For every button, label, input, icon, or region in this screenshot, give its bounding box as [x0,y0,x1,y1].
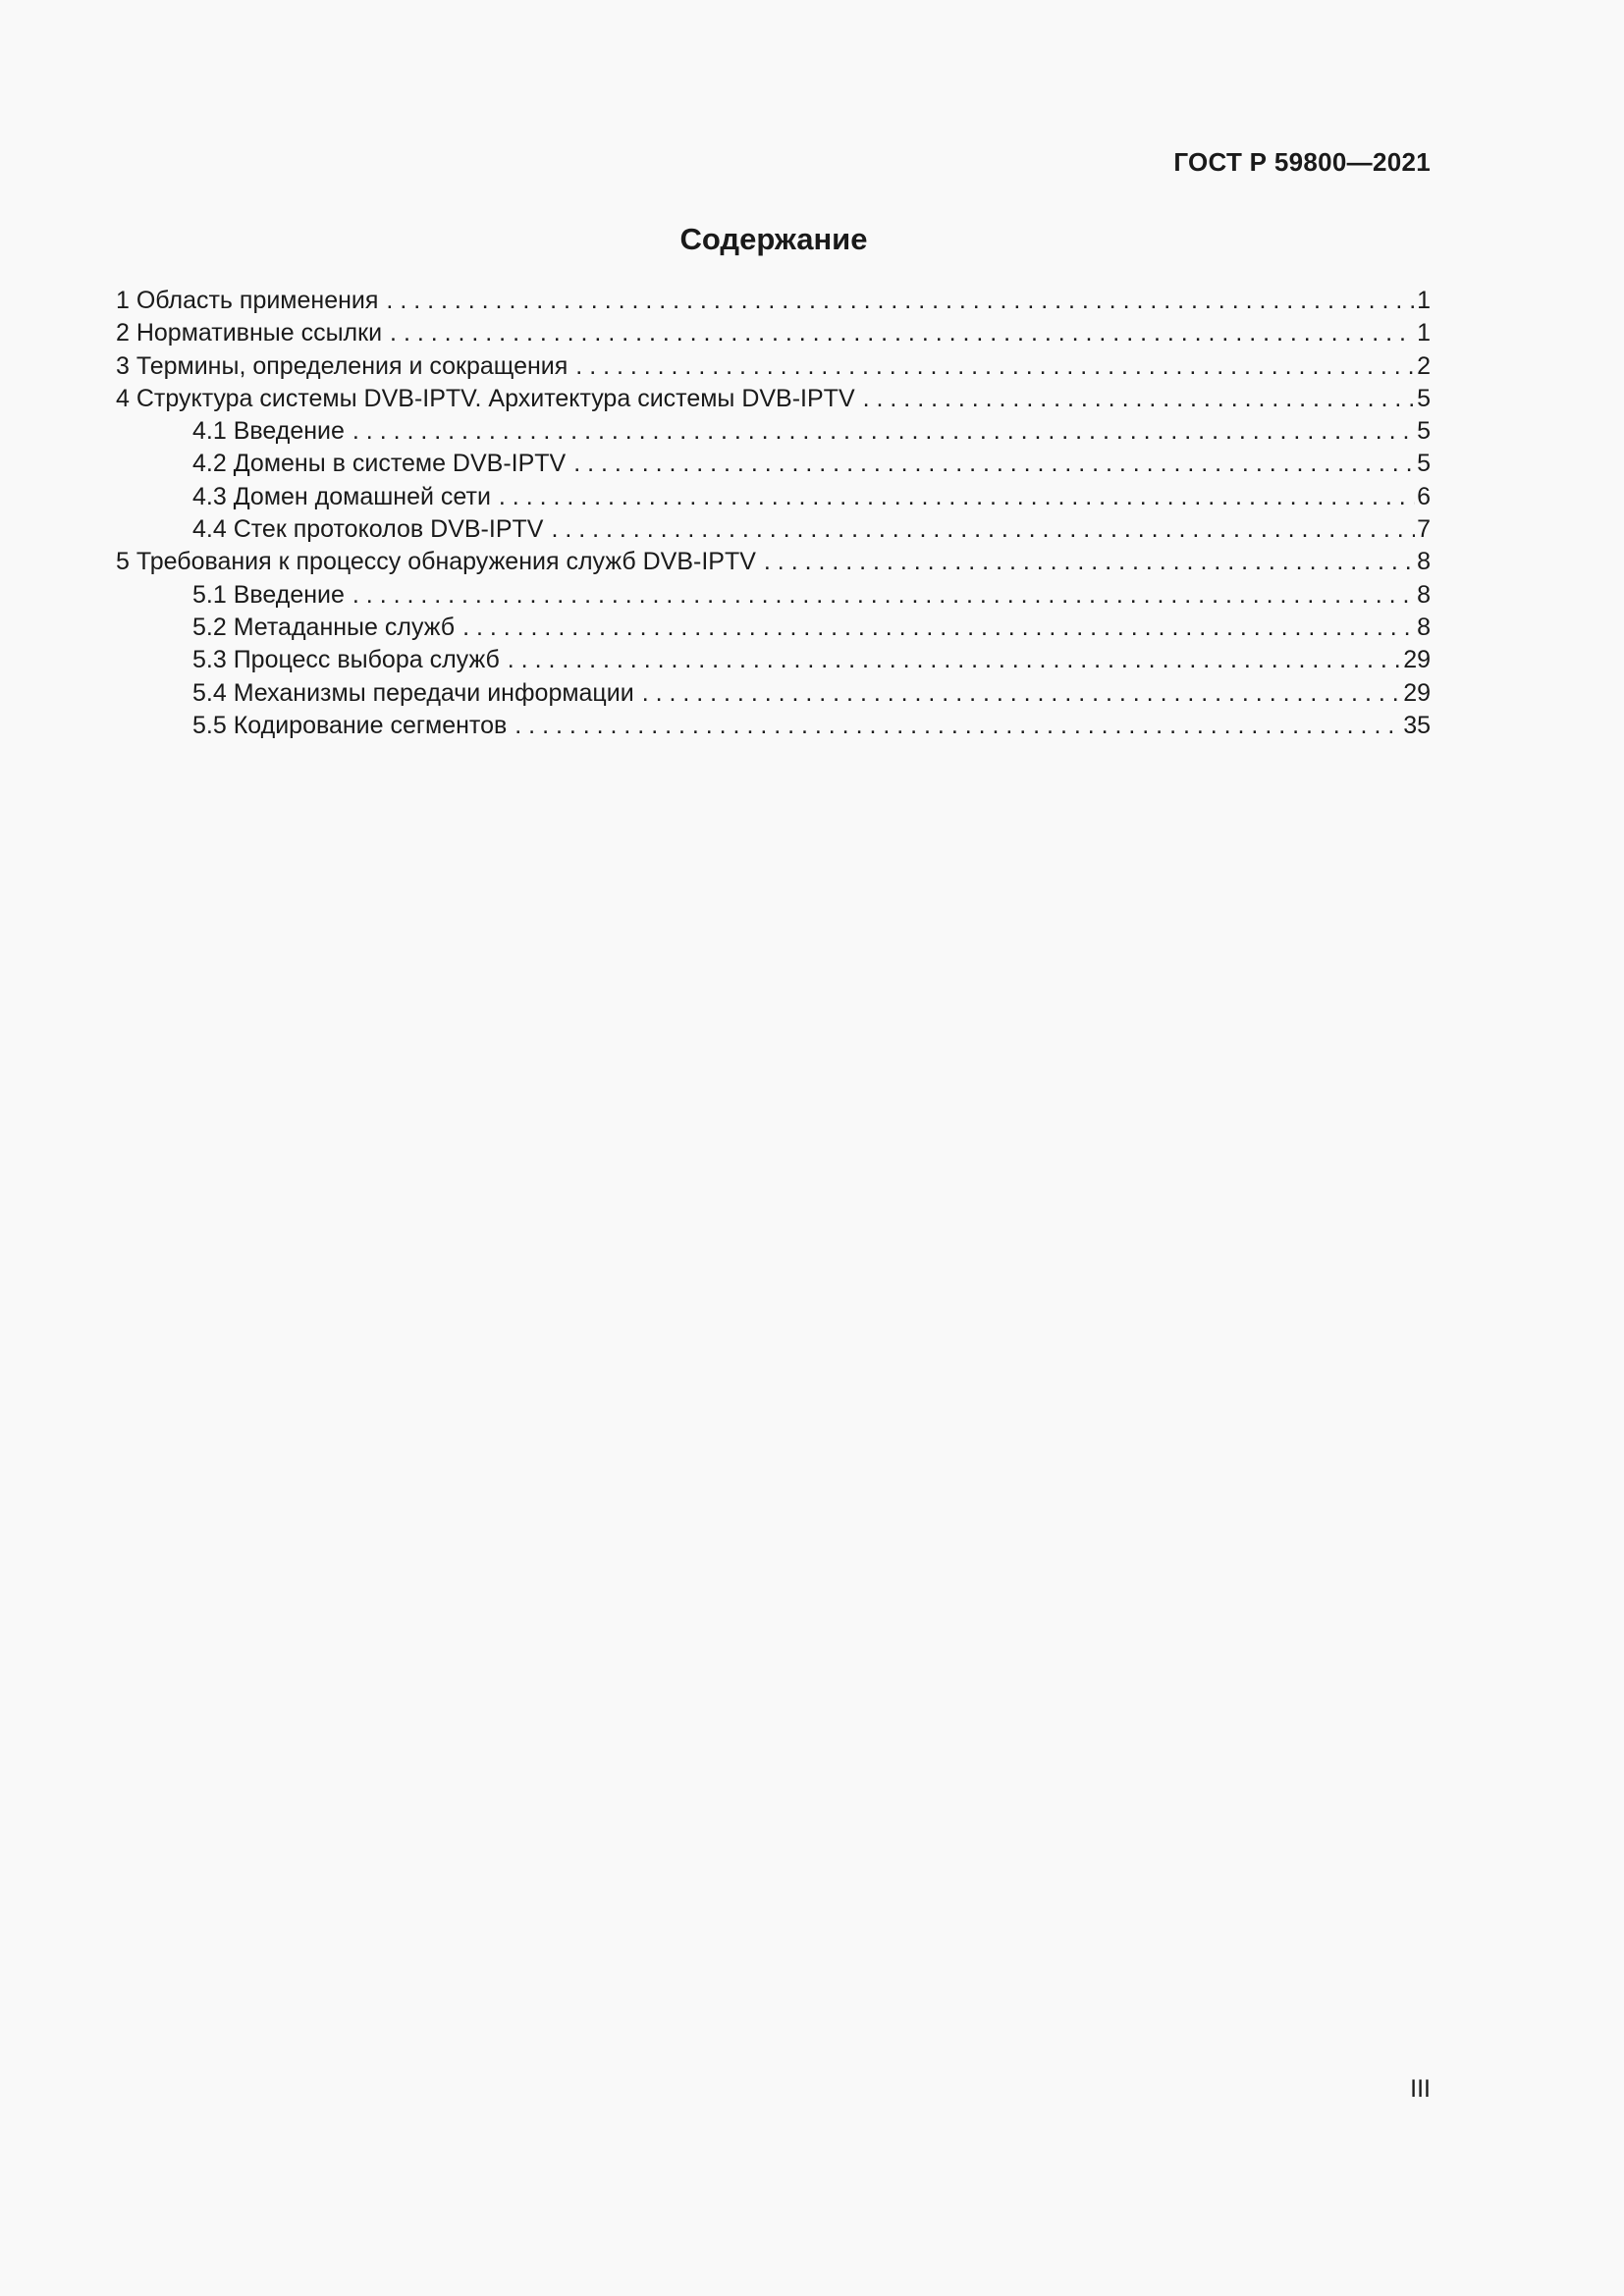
toc-entry-label: 5.3 Процесс выбора служб [192,646,500,674]
toc-entry-label: 5.4 Механизмы передачи информации [192,678,634,707]
toc-entry-page: 8 [1417,548,1431,576]
toc-entry-label: 5.5 Кодирование сегментов [192,711,508,739]
toc-entry-page: 5 [1417,417,1431,446]
toc-entry-page: 2 [1417,351,1431,380]
toc-entry[interactable] [116,350,1431,383]
toc-dot-leader [863,383,1415,415]
toc-entry-label: 4.4 Стек протоколов DVB-IPTV [192,515,544,544]
toc-entry-page: 5 [1417,384,1431,412]
toc-title: Содержание [679,222,868,256]
toc-entry-label: 5.1 Введение [192,580,345,609]
toc-entry[interactable] [116,415,1431,448]
toc-dot-leader [575,350,1415,383]
toc-dot-leader [390,317,1415,349]
toc-entry[interactable] [116,317,1431,349]
toc-entry[interactable] [116,546,1431,578]
toc-dot-leader [764,546,1415,578]
toc-entry-label: 5 Требования к процессу обнаружения служб DVB-IPTV [116,548,756,576]
toc-entry[interactable] [116,677,1431,710]
toc-dot-leader [386,285,1415,317]
toc-entry-label: 4.2 Домены в системе DVB-IPTV [192,450,567,478]
toc-entry-label: 3 Термины, определения и сокращения [116,351,568,380]
toc-entry-page: 1 [1417,319,1431,347]
toc-entry[interactable] [116,612,1431,644]
toc-entry-label: 2 Нормативные ссылки [116,319,383,347]
toc-entry[interactable] [116,644,1431,676]
toc-dot-leader [573,448,1415,480]
toc-dot-leader [352,415,1415,448]
toc-entry-page: 29 [1403,678,1431,707]
toc-dot-leader [551,513,1415,546]
toc-dot-leader [508,644,1401,676]
toc-entry-page: 6 [1417,482,1431,510]
toc-dot-leader [514,710,1401,742]
table-of-contents [116,285,1431,742]
toc-entry-label: 5.2 Метаданные служб [192,613,456,641]
page-number: III [1410,2075,1431,2103]
toc-dot-leader [462,612,1415,644]
toc-entry-page: 5 [1417,450,1431,478]
toc-entry[interactable] [116,383,1431,415]
toc-entry-page: 35 [1403,711,1431,739]
toc-entry[interactable] [116,710,1431,742]
toc-dot-leader [499,481,1415,513]
toc-entry[interactable] [116,285,1431,317]
toc-entry-page: 7 [1417,515,1431,544]
toc-entry-page: 29 [1403,646,1431,674]
toc-entry-label: 4 Структура системы DVB-IPTV. Архитектура системы DVB-IPTV [116,384,855,412]
toc-entry[interactable] [116,513,1431,546]
toc-entry[interactable] [116,481,1431,513]
toc-entry-label: 4.1 Введение [192,417,345,446]
toc-entry[interactable] [116,579,1431,612]
toc-entry-page: 8 [1417,580,1431,609]
toc-entry-label: 4.3 Домен домашней сети [192,482,491,510]
toc-entry-page: 8 [1417,613,1431,641]
toc-dot-leader [642,677,1402,710]
document-id: ГОСТ Р 59800—2021 [1173,147,1431,177]
toc-entry-label: 1 Область применения [116,287,379,314]
toc-entry[interactable] [116,448,1431,480]
toc-dot-leader [352,579,1415,612]
toc-entry-page: 1 [1417,287,1431,314]
